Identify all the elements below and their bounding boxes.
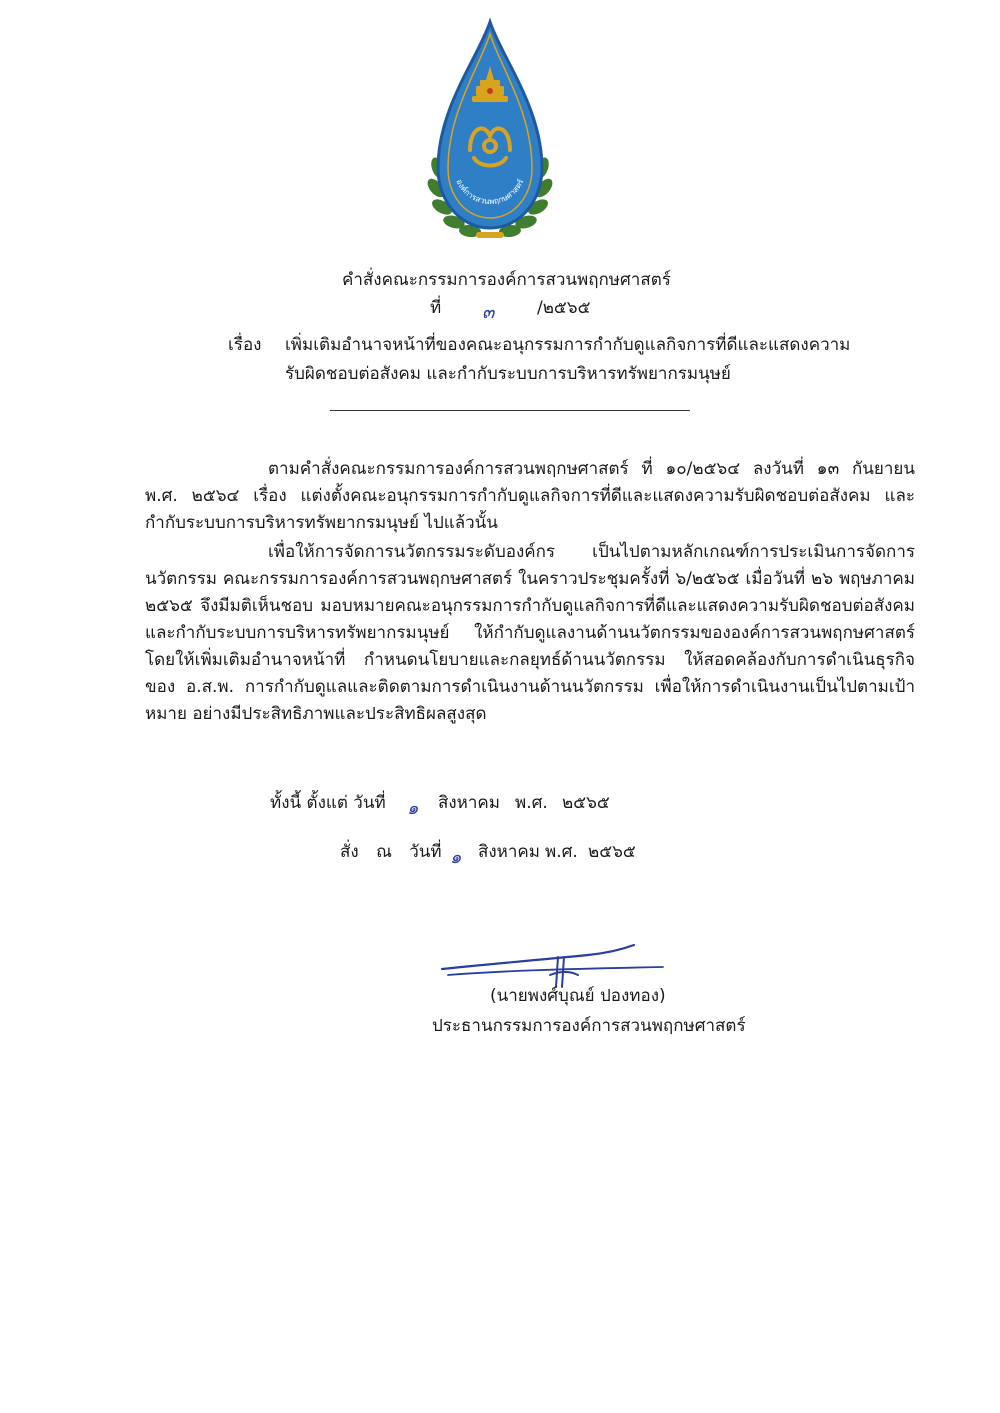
effective-day-handwritten: ๑ xyxy=(407,798,419,819)
order-number-label: ที่ xyxy=(430,298,442,318)
signatory-name: (นายพงศ์บุณย์ ปองทอง) xyxy=(490,986,666,1006)
subject-label: เรื่อง xyxy=(228,335,262,355)
ordered-year: ๒๕๖๕ xyxy=(588,842,636,862)
effective-date-prefix: ทั้งนี้ ตั้งแต่ วันที่ xyxy=(270,793,386,813)
document-title: คำสั่งคณะกรรมการองค์การสวนพฤกษศาสตร์ xyxy=(342,270,671,290)
ordered-month: สิงหาคม xyxy=(478,842,541,862)
effective-month: สิงหาคม xyxy=(438,793,501,813)
ordered-day-handwritten: ๑ xyxy=(450,847,462,868)
body-paragraph-2: เพื่อให้การจัดการนวัตกรรมระดับองค์กร เป็นไปตามหลักเกณฑ์การประเมินการจัดการนวัตกรรม คณะกรรมการองค์การสวนพฤกษศาสตร์ ในคราวประชุมครั้งที่ ๖/๒๕๖๕ เมื่อวันที่ ๒๖ พฤษภาคม ๒๕๖๕ จึงมีมติเห็นชอบ มอบหมายคณะอนุกรรมการกำกับดูแลกิจการที่ดีและแสดงความรับผิดชอบต่อสังคม และกำกับระบบการบริหารทรัพยากรมนุษย์ ให้กำกับดูแลงานด้านนวัตกรรมขององค์การสวนพฤกษศาสตร์ โดยให้เพิ่มเติมอำนาจหน้าที่ กำหนดนโยบายและกลยุทธ์ด้านนวัตกรรม ให้สอดคล้องกับการดำเนินธุรกิจของ อ.ส.พ. การกำกับดูแลและติดตามการดำเนินงานด้านนวัตกรรม เพื่อให้การดำเนินงานเป็นไปตามเป้าหมาย อย่างมีประสิทธิภาพและประสิทธิผลสูงสุด xyxy=(145,542,915,724)
ordered-date-prefix: สั่ง ณ วันที่ xyxy=(340,842,442,862)
effective-era: พ.ศ. xyxy=(515,793,548,813)
svg-text:องค์การสวนพฤกษศาสตร์: องค์การสวนพฤกษศาสตร์ xyxy=(454,177,526,207)
subject-line-1: เพิ่มเติมอำนาจหน้าที่ของคณะอนุกรรมการกำกับดูแลกิจการที่ดีและแสดงความ xyxy=(285,335,851,355)
seal-logo xyxy=(424,18,556,248)
subject-line-2: รับผิดชอบต่อสังคม และกำกับระบบการบริหารทรัพยากรมนุษย์ xyxy=(285,364,731,384)
order-number-handwritten: ๓ xyxy=(482,302,495,323)
body-paragraph-1: ตามคำสั่งคณะกรรมการองค์การสวนพฤกษศาสตร์ ที่ ๑๐/๒๕๖๔ ลงวันที่ ๑๓ กันยายน พ.ศ. ๒๕๖๔ เรื่อง แต่งตั้งคณะอนุกรรมการกำกับดูแลกิจการที่ดีและแสดงความรับผิดชอบต่อสังคม และกำกับระบบการบริหารทรัพยากรมนุษย์ ไปแล้วนั้น xyxy=(145,459,915,533)
effective-year: ๒๕๖๕ xyxy=(562,793,610,813)
divider-line xyxy=(330,410,690,411)
signatory-position: ประธานกรรมการองค์การสวนพฤกษศาสตร์ xyxy=(432,1016,746,1036)
order-number-year: /๒๕๖๕ xyxy=(537,298,591,318)
ordered-era: พ.ศ. xyxy=(545,842,578,862)
